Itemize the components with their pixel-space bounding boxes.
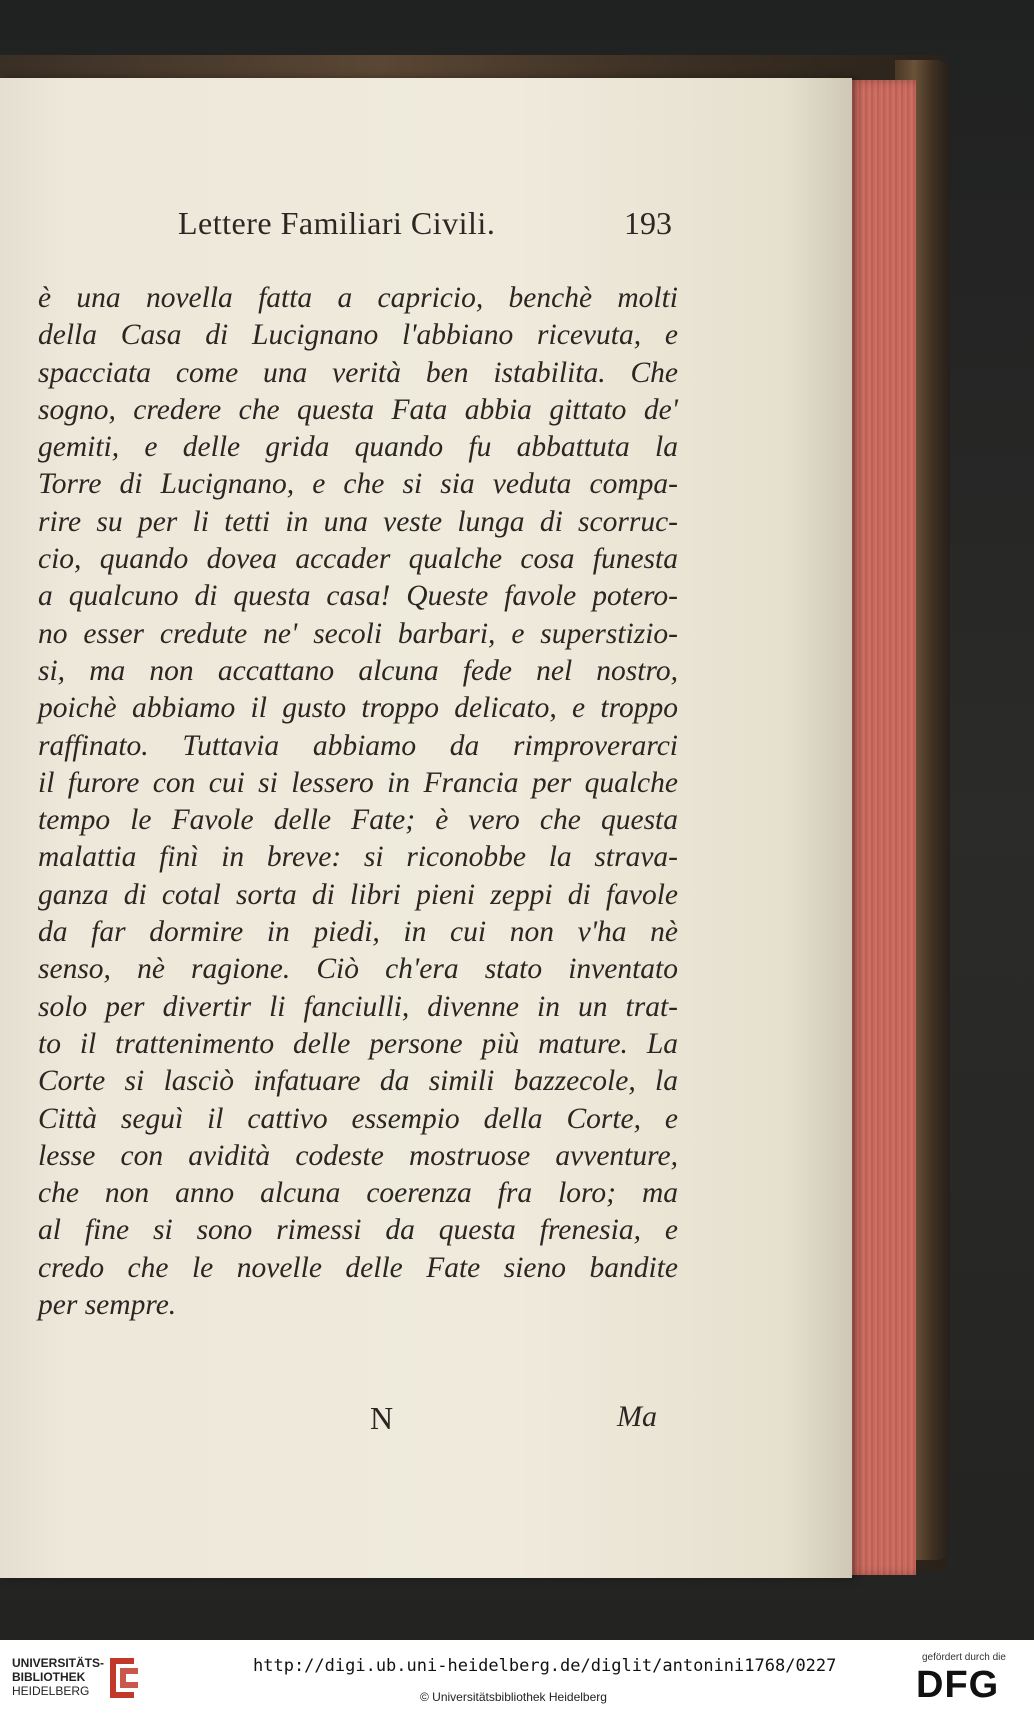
text-line: to il trattenimento delle persone più mature. La — [38, 1027, 678, 1060]
text-line: Corte si lasciò infatuare da simili bazzecole, la — [38, 1065, 678, 1098]
page-number: 193 — [624, 205, 672, 241]
library-name-line: HEIDELBERG — [12, 1684, 90, 1698]
text-line: no esser credute ne' secoli barbari, e superstizio- — [38, 617, 678, 650]
text-line: da far dormire in piedi, in cui non v'ha nè — [38, 916, 678, 949]
text-line: lesse con avidità codeste mostruose avventure, — [38, 1139, 678, 1172]
text-line: spacciata come una verità ben istabilita. Che — [38, 356, 678, 389]
text-line: cio, quando dovea accader qualche cosa funesta — [38, 543, 678, 576]
text-line: a qualcuno di questa casa! Queste favole potero- — [38, 580, 678, 613]
library-logo-icon — [104, 1652, 142, 1704]
signature-mark: N — [370, 1400, 394, 1436]
text-line: ganza di cotal sorta di libri pieni zeppi di favole — [38, 878, 678, 911]
text-line-last: per sempre. — [38, 1289, 177, 1322]
text-line: Città seguì il cattivo essempio della Corte, e — [38, 1102, 678, 1135]
text-line: senso, nè ragione. Ciò ch'era stato inventato — [38, 953, 678, 986]
funding-note: gefördert durch die — [922, 1652, 1006, 1663]
text-line: malattia finì in breve: si riconobbe la strava- — [38, 841, 678, 874]
dfg-logo: DFG — [916, 1664, 1000, 1706]
permalink-url[interactable]: http://digi.ub.uni-heidelberg.de/diglit/antonini1768/0227 — [253, 1656, 837, 1676]
text-line: è una novella fatta a capricio, benchè molti — [38, 282, 678, 314]
text-line: della Casa di Lucignano l'abbiano ricevuta, e — [38, 319, 678, 352]
text-line: gemiti, e delle grida quando fu abbattuta la — [38, 431, 678, 464]
text-line: tempo le Favole delle Fate; è vero che questa — [38, 804, 678, 837]
library-logo-text — [12, 1656, 104, 1698]
text-line: poichè abbiamo il gusto troppo delicato, e troppo — [38, 692, 678, 725]
text-line: al fine si sono rimessi da questa frenesia, e — [38, 1214, 678, 1247]
text-line: credo che le novelle delle Fate sieno bandite — [38, 1251, 678, 1284]
copyright-notice: © Universitätsbibliothek Heidelberg — [420, 1690, 607, 1704]
library-name-line: UNIVERSITÄTS- — [12, 1656, 105, 1670]
text-line: il furore con cui si lessero in Francia per qualche — [38, 766, 678, 799]
catchword: Ma — [617, 1400, 657, 1433]
text-line: rire su per li tetti in una veste lunga di scorruc- — [38, 505, 678, 538]
text-line: raffinato. Tuttavia abbiamo da rimproverarci — [38, 729, 678, 762]
text-line: solo per divertir li fanciulli, divenne in un trat- — [38, 990, 678, 1023]
text-line: Torre di Lucignano, e che si sia veduta compa- — [38, 468, 678, 501]
running-head: Lettere Familiari Civili. — [178, 205, 496, 241]
library-name-line: BIBLIOTHEK — [12, 1670, 86, 1684]
body-text — [38, 280, 678, 1324]
text-line: che non anno alcuna coerenza fra loro; ma — [38, 1177, 678, 1210]
text-line: sogno, credere che questa Fata abbia gittato de' — [38, 393, 678, 426]
text-line: si, ma non accattano alcuna fede nel nostro, — [38, 654, 678, 687]
